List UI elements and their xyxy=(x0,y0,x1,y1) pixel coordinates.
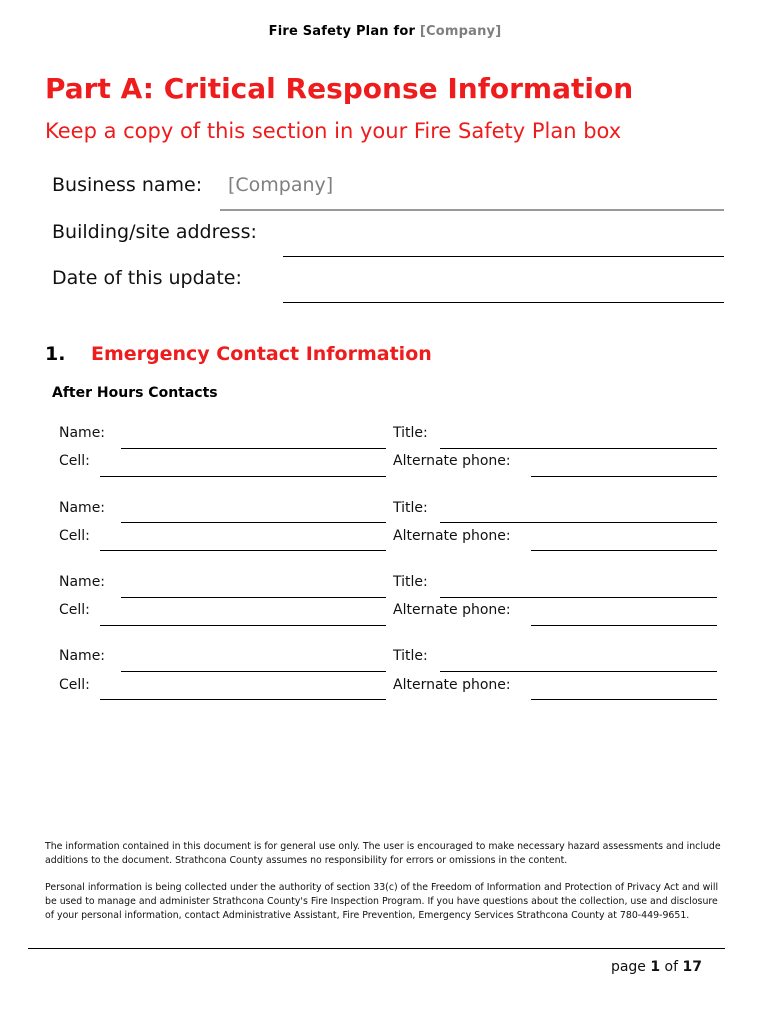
page-current: 1 xyxy=(650,959,661,975)
contact-title-label: Title: xyxy=(393,500,428,516)
contact-name-label: Name: xyxy=(59,574,106,590)
contact-alt-phone-label: Alternate phone: xyxy=(393,528,511,544)
contact-title-field[interactable] xyxy=(440,448,717,449)
business-name-label: Business name: xyxy=(52,174,203,196)
contact-title-label: Title: xyxy=(393,425,428,441)
contact-name-label: Name: xyxy=(59,425,106,441)
business-name-field[interactable]: [Company] xyxy=(228,174,334,196)
page-header xyxy=(0,24,770,39)
contact-cell-field[interactable] xyxy=(100,476,386,477)
address-underline xyxy=(283,256,724,257)
contact-title-field[interactable] xyxy=(440,671,717,672)
header-company-placeholder: [Company] xyxy=(419,24,502,39)
contact-alt-phone-label: Alternate phone: xyxy=(393,602,511,618)
contact-name-field[interactable] xyxy=(121,448,386,449)
business-name-underline xyxy=(220,209,724,211)
address-label: Building/site address: xyxy=(52,221,257,243)
header-prefix: Fire Safety Plan for xyxy=(268,24,420,39)
page-total: 17 xyxy=(682,959,702,975)
contact-cell-field[interactable] xyxy=(100,550,386,551)
page-word: page xyxy=(610,959,651,975)
date-label: Date of this update: xyxy=(52,267,242,289)
disclaimer-general-use: The information contained in this document is for general use only. The user is encouraged to make necessary hazard assessments and include additions to the document. Strathcona County assumes no responsibility for errors or omissions in the content. xyxy=(45,841,721,866)
disclaimer-privacy: Personal information is being collected under the authority of section 33(c) of the Freedom of Information and Protection of Privacy Act and will be used to manage and administer Strathcona County's Fire Inspection Program. If you have questions about the collection, use and disclosure of your personal information, contact Administrative Assistant, Fire Prevention, Emergency Services Strathcona County at 780-449-9651. xyxy=(45,882,719,921)
footer-divider xyxy=(28,948,725,949)
contact-title-field[interactable] xyxy=(440,522,717,523)
of-word: of xyxy=(660,959,683,975)
contact-name-field[interactable] xyxy=(121,522,386,523)
contact-alt-phone-field[interactable] xyxy=(531,550,717,551)
contact-name-label: Name: xyxy=(59,648,106,664)
part-subtitle: Keep a copy of this section in your Fire Safety Plan box xyxy=(45,119,622,143)
contact-cell-label: Cell: xyxy=(59,453,90,469)
part-title: Part A: Critical Response Information xyxy=(45,72,634,105)
contact-alt-phone-label: Alternate phone: xyxy=(393,453,511,469)
contact-alt-phone-label: Alternate phone: xyxy=(393,677,511,693)
contact-cell-label: Cell: xyxy=(59,528,90,544)
contact-title-label: Title: xyxy=(393,574,428,590)
section-title: Emergency Contact Information xyxy=(91,343,432,365)
contact-name-field[interactable] xyxy=(121,671,386,672)
contact-cell-field[interactable] xyxy=(100,699,386,700)
contact-alt-phone-field[interactable] xyxy=(531,476,717,477)
contact-name-label: Name: xyxy=(59,500,106,516)
section-number: 1. xyxy=(45,343,66,365)
contact-cell-label: Cell: xyxy=(59,677,90,693)
date-underline xyxy=(283,302,724,303)
contact-title-label: Title: xyxy=(393,648,428,664)
section-heading xyxy=(45,343,432,365)
contact-alt-phone-field[interactable] xyxy=(531,625,717,626)
contact-alt-phone-field[interactable] xyxy=(531,699,717,700)
contact-cell-label: Cell: xyxy=(59,602,90,618)
contact-cell-field[interactable] xyxy=(100,625,386,626)
after-hours-subheading: After Hours Contacts xyxy=(52,385,218,401)
contact-name-field[interactable] xyxy=(121,597,386,598)
contact-title-field[interactable] xyxy=(440,597,717,598)
page-number xyxy=(611,959,702,975)
